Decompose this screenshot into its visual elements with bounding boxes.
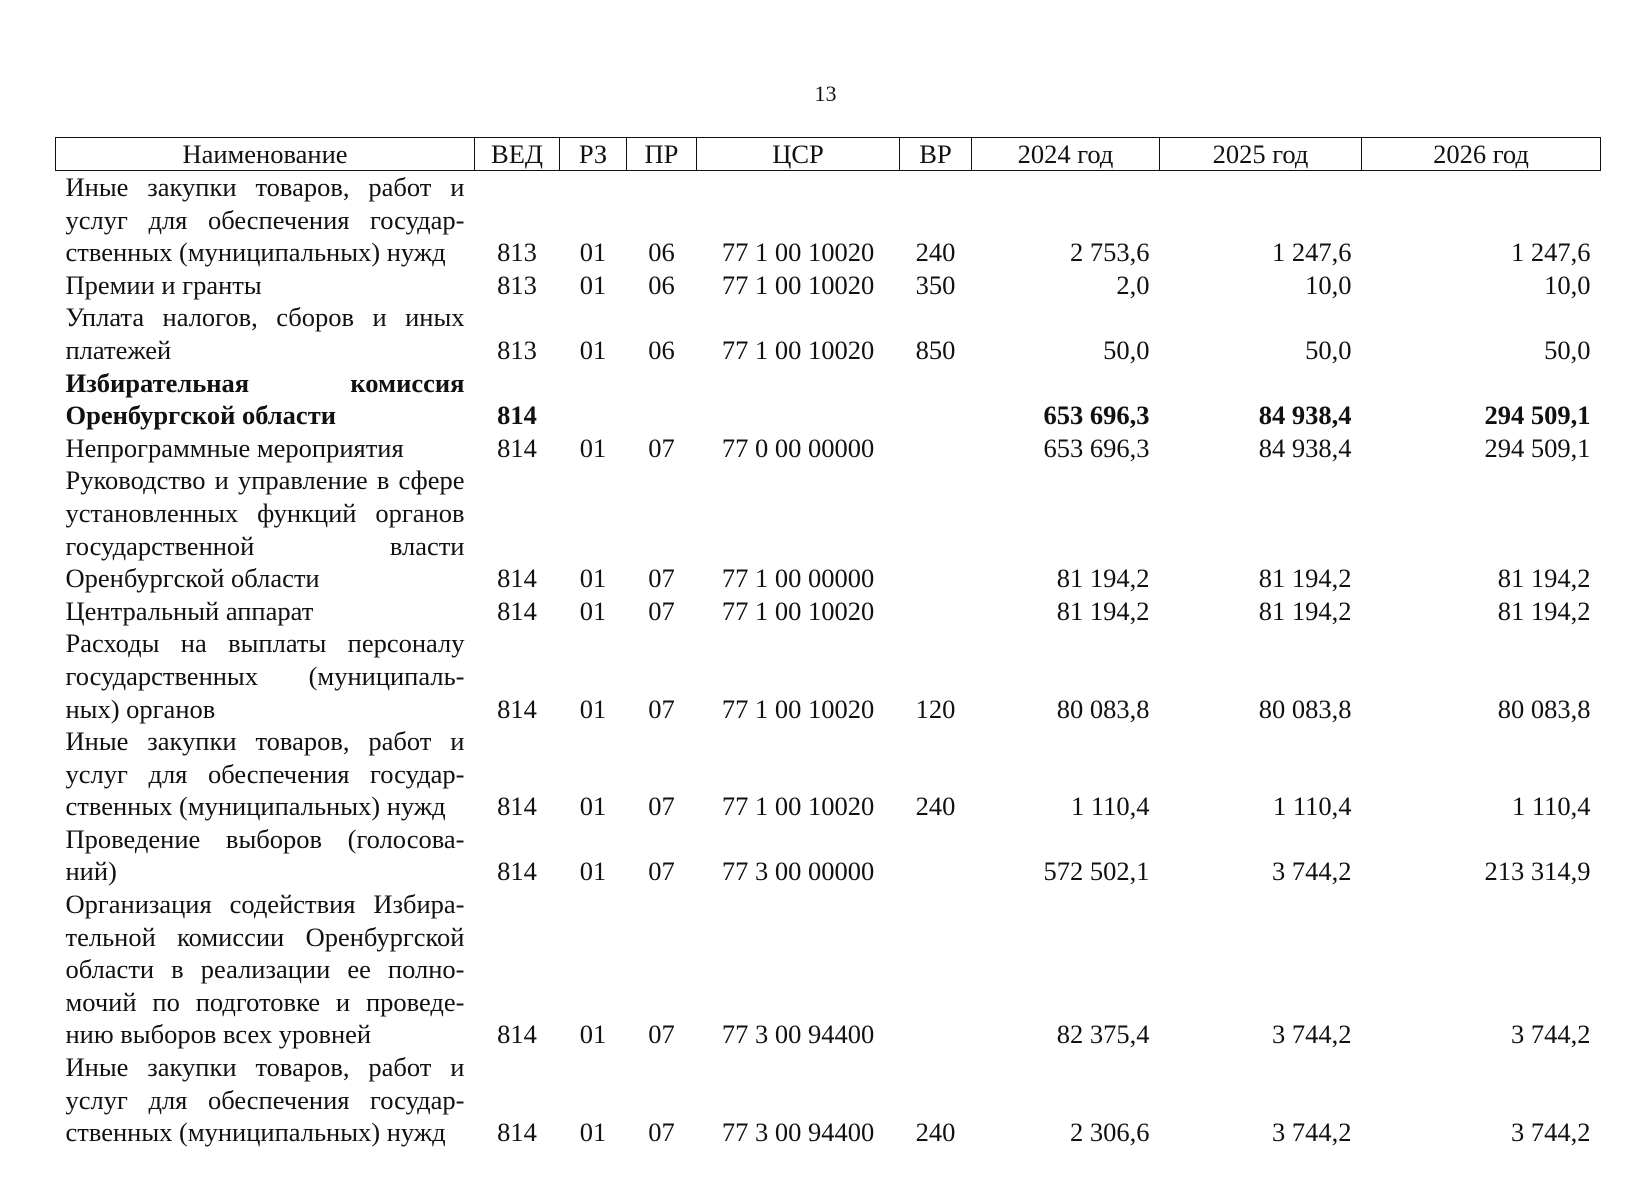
cell-name: Расходы на выплаты персоналу государственных (муниципальных) органов (65, 628, 465, 724)
cell-vr (900, 823, 972, 888)
cell-rz: 01 (579, 432, 607, 463)
column-header-rz: РЗ (560, 138, 627, 171)
cell-rz: 01 (579, 334, 607, 365)
table-row (56, 627, 1601, 725)
cell-rz: 01 (579, 269, 607, 300)
cell-vr (900, 595, 972, 628)
cell-2026: 294 509,1 (1484, 432, 1591, 463)
cell-csr: 77 1 00 10020 (721, 693, 875, 724)
cell-pr: 07 (648, 1019, 675, 1050)
cell-pr: 07 (648, 791, 675, 822)
column-header-2025: 2025 год (1160, 138, 1362, 171)
table-row (56, 464, 1601, 594)
cell-rz: 01 (579, 693, 607, 724)
cell-csr: 77 1 00 10020 (721, 595, 875, 626)
cell-vr (900, 367, 972, 432)
cell-2025: 1 110,4 (1272, 791, 1352, 822)
column-header-vr: ВР (900, 138, 972, 171)
table-row (56, 823, 1601, 888)
cell-2026: 80 083,8 (1497, 693, 1591, 724)
cell-2025: 3 744,2 (1272, 856, 1352, 887)
table-row (56, 1051, 1601, 1149)
cell-2024: 2 753,6 (1070, 237, 1150, 268)
cell-2024: 81 194,2 (1056, 595, 1150, 626)
cell-ved: 814 (497, 693, 537, 724)
table-row (56, 171, 1601, 269)
cell-name: Избирательная комиссия Оренбургской области (65, 367, 465, 431)
cell-ved: 814 (497, 791, 537, 822)
cell-2024: 80 083,8 (1056, 693, 1150, 724)
column-header-2026: 2026 год (1362, 138, 1601, 171)
cell-name: Уплата налогов, сборов и иных платежей (65, 302, 465, 365)
column-header-2024: 2024 год (972, 138, 1160, 171)
cell-pr: 07 (648, 432, 675, 463)
cell-2026: 50,0 (1544, 334, 1591, 365)
table-row (56, 301, 1601, 366)
table-row (56, 595, 1601, 628)
table-row (56, 432, 1601, 465)
cell-2024: 653 696,3 (1043, 432, 1150, 463)
cell-vr: 120 (915, 693, 956, 724)
cell-vr: 240 (915, 237, 956, 268)
cell-name: Премии и гранты (65, 269, 262, 300)
cell-name: Иные закупки товаров, работ и услуг для обеспечения государственных (муниципальных) нужд (65, 172, 465, 268)
cell-ved: 814 (497, 400, 537, 431)
column-header-ved: ВЕД (475, 138, 560, 171)
cell-pr: 06 (648, 269, 675, 300)
cell-2026: 294 509,1 (1484, 400, 1591, 431)
cell-ved: 814 (497, 595, 537, 626)
cell-csr: 77 0 00 00000 (721, 432, 875, 463)
cell-rz: 01 (579, 1019, 607, 1050)
cell-pr: 07 (648, 856, 675, 887)
cell-2025: 81 194,2 (1258, 563, 1352, 594)
column-header-csr: ЦСР (697, 138, 900, 171)
table-row (56, 725, 1601, 823)
cell-name: Центральный аппарат (65, 595, 314, 626)
table-row (56, 888, 1601, 1051)
cell-ved: 814 (497, 432, 537, 463)
cell-rz: 01 (579, 237, 607, 268)
cell-ved: 814 (497, 563, 537, 594)
cell-2025: 3 744,2 (1272, 1019, 1352, 1050)
cell-2026: 10,0 (1544, 269, 1591, 300)
cell-2026: 3 744,2 (1511, 1117, 1591, 1148)
table-row (56, 367, 1601, 432)
cell-2024: 50,0 (1103, 334, 1150, 365)
cell-name: Непрограммные мероприятия (65, 432, 404, 463)
cell-2024: 81 194,2 (1056, 563, 1150, 594)
cell-pr: 07 (648, 1117, 675, 1148)
cell-2026: 81 194,2 (1497, 563, 1591, 594)
cell-rz: 01 (579, 563, 607, 594)
cell-pr (627, 367, 697, 432)
cell-2026: 81 194,2 (1497, 595, 1591, 626)
cell-2026: 213 314,9 (1484, 856, 1591, 887)
cell-pr: 07 (648, 693, 675, 724)
cell-csr: 77 1 00 00000 (721, 563, 875, 594)
cell-ved: 813 (497, 269, 537, 300)
cell-rz: 01 (579, 791, 607, 822)
cell-rz: 01 (579, 1117, 607, 1148)
column-header-name: Наименование (56, 138, 475, 171)
cell-2025: 80 083,8 (1258, 693, 1352, 724)
cell-csr: 77 1 00 10020 (721, 237, 875, 268)
cell-pr: 06 (648, 237, 675, 268)
column-header-pr: ПР (627, 138, 697, 171)
cell-rz (560, 367, 627, 432)
cell-vr (900, 888, 972, 1051)
cell-2024: 572 502,1 (1043, 856, 1150, 887)
cell-2025: 3 744,2 (1272, 1117, 1352, 1148)
cell-ved: 814 (497, 1019, 537, 1050)
page-number: 13 (814, 81, 837, 106)
cell-2026: 3 744,2 (1511, 1019, 1591, 1050)
cell-csr: 77 3 00 94400 (721, 1019, 875, 1050)
cell-ved: 814 (497, 1117, 537, 1148)
cell-rz: 01 (579, 856, 607, 887)
cell-vr: 350 (915, 269, 956, 300)
cell-vr: 240 (915, 791, 956, 822)
cell-ved: 814 (497, 856, 537, 887)
cell-2024: 2,0 (1116, 269, 1150, 300)
cell-ved: 813 (497, 237, 537, 268)
cell-csr: 77 1 00 10020 (721, 269, 875, 300)
cell-2025: 84 938,4 (1258, 432, 1352, 463)
cell-name: Иные закупки товаров, работ и услуг для обеспечения государственных (муниципальных) нужд (65, 726, 465, 822)
cell-vr: 240 (915, 1117, 956, 1148)
cell-2024: 1 110,4 (1070, 791, 1150, 822)
table-header-row (56, 138, 1601, 171)
cell-2025: 81 194,2 (1258, 595, 1352, 626)
cell-csr: 77 1 00 10020 (721, 791, 875, 822)
cell-ved: 813 (497, 334, 537, 365)
table-body (56, 171, 1601, 1149)
cell-pr: 07 (648, 595, 675, 626)
cell-2024: 82 375,4 (1056, 1019, 1150, 1050)
table-row (56, 269, 1601, 302)
cell-pr: 07 (648, 563, 675, 594)
cell-name: Организация содействия Избирательной комиссии Оренбургской области в реализации ее полномочий по подготовке и проведению выборов всех уровней (65, 889, 465, 1050)
cell-vr (900, 464, 972, 594)
cell-csr: 77 3 00 94400 (721, 1117, 875, 1148)
cell-name: Проведение выборов (голосований) (65, 823, 465, 887)
cell-name: Иные закупки товаров, работ и услуг для обеспечения государственных (муниципальных) нужд (65, 1052, 465, 1148)
cell-2026: 1 110,4 (1511, 791, 1591, 822)
cell-vr (900, 432, 972, 465)
cell-2025: 50,0 (1305, 334, 1352, 365)
cell-2026: 1 247,6 (1511, 237, 1591, 268)
cell-2024: 2 306,6 (1070, 1117, 1150, 1148)
cell-2025: 1 247,6 (1272, 237, 1352, 268)
cell-2025: 10,0 (1305, 269, 1352, 300)
budget-table (55, 137, 1601, 1149)
cell-csr: 77 3 00 00000 (721, 856, 875, 887)
cell-2024: 653 696,3 (1043, 400, 1150, 431)
cell-csr (697, 367, 900, 432)
cell-pr: 06 (648, 334, 675, 365)
cell-rz: 01 (579, 595, 607, 626)
cell-2025: 84 938,4 (1258, 400, 1352, 431)
cell-csr: 77 1 00 10020 (721, 334, 875, 365)
cell-name: Руководство и управление в сфере установленных функций органов государственной власти Оренбургской области (65, 465, 465, 594)
cell-vr: 850 (915, 334, 956, 365)
